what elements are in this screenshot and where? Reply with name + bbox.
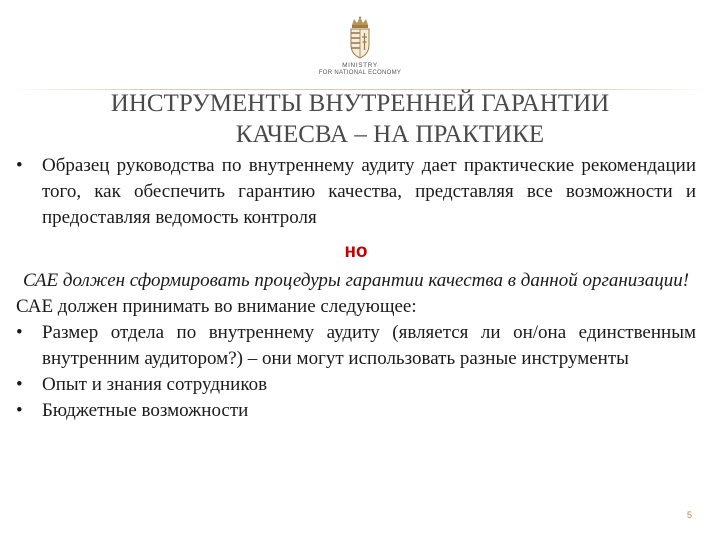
list-item — [16, 398, 696, 424]
slide-title-line2: КАЧЕСВА – НА ПРАКТИКЕ — [235, 121, 545, 148]
list-item — [16, 320, 696, 372]
cae-statement: САЕ должен сформировать процедуры гарантии качества в данной организации! — [22, 270, 690, 291]
bullet-marker: • — [16, 322, 23, 343]
bullet-marker: • — [16, 400, 23, 421]
consider-intro: САЕ должен принимать во внимание следующее: — [16, 296, 417, 317]
page-number: 5 — [686, 510, 692, 520]
list-item — [16, 372, 696, 398]
list-item-text: Размер отдела по внутреннему аудиту (является ли он/она единственным внутренним аудитором?) – они могут использовать разные инструменты — [42, 322, 696, 369]
bullet-marker: • — [16, 374, 23, 395]
list-item-text: Опыт и знания сотрудников — [42, 374, 268, 395]
slide-body — [16, 153, 696, 424]
intro-bullet-text: Образец руководства по внутреннему аудиту дает практические рекомендации того, как обеспечить гарантию качества, представляя все возможности и предоставляя ведомость контроля — [42, 155, 696, 228]
bullet-marker: • — [16, 155, 23, 176]
list-item-text: Бюджетные возможности — [42, 400, 249, 421]
slide-title — [0, 88, 720, 150]
intro-bullet — [16, 153, 696, 231]
ministry-name-line1: MINISTRY — [342, 62, 378, 69]
hungarian-coat-of-arms-icon — [346, 16, 374, 60]
slide-title-line1: ИНСТРУМЕНТЫ ВНУТРЕННЕЙ ГАРАНТИИ — [110, 90, 610, 117]
ministry-logo — [304, 16, 416, 82]
but-word: но — [344, 241, 368, 262]
ministry-name-line2: FOR NATIONAL ECONOMY — [318, 70, 402, 76]
